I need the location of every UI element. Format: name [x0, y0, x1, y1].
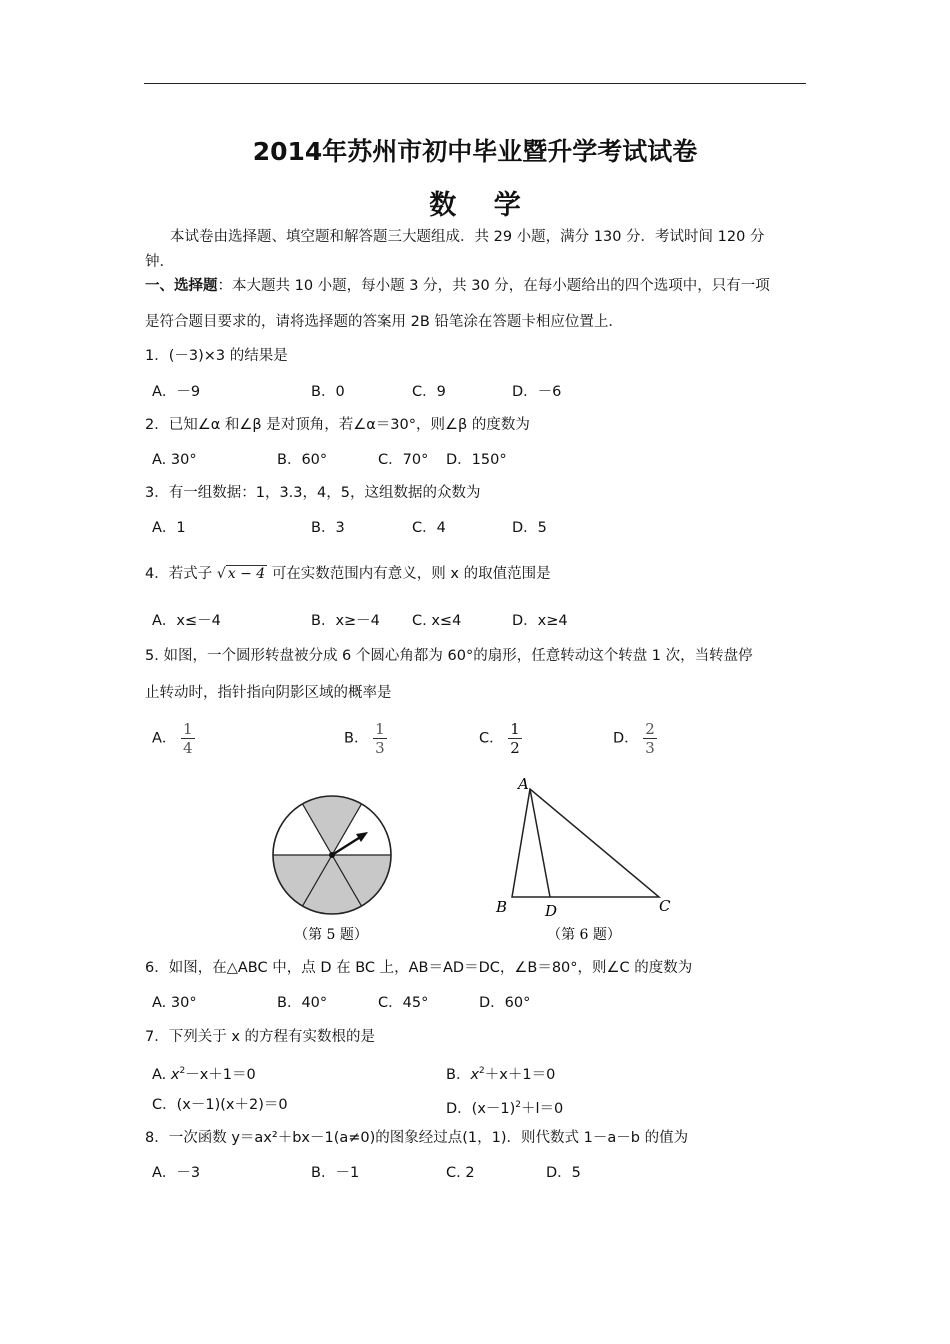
q3-option-d: D．5: [512, 520, 547, 536]
section-1-heading: 一、选择题: [145, 278, 218, 294]
triangle-abc: [512, 789, 659, 897]
label-a: A: [518, 775, 529, 793]
q3-option-a: A．1: [152, 520, 186, 536]
q7-b-exp: 2: [479, 1066, 485, 1076]
q4-option-b: B．x≥－4: [311, 613, 380, 629]
q4-option-c: C. x≤4: [412, 613, 462, 629]
label-b: B: [496, 898, 508, 916]
q5-a-denominator: 4: [183, 739, 193, 757]
q6-figure-caption: （第 6 题）: [547, 927, 621, 943]
q7-option-c: C．(x－1)(x＋2)＝0: [152, 1097, 288, 1113]
q4-sqrt-expression: √ x − 4: [216, 566, 266, 582]
q5-option-c: [479, 720, 522, 757]
section-1-line-1: [145, 276, 770, 296]
q4-stem-post: 可在实数范围内有意义，则 x 的取值范围是: [271, 566, 551, 582]
q5-option-b: [344, 720, 387, 757]
q5-option-d-label: D．: [613, 730, 639, 747]
exam-title: 2014年苏州市初中毕业暨升学考试试卷: [252, 137, 698, 166]
q8-option-c: C. 2: [446, 1165, 475, 1181]
q5-figure-caption: （第 5 题）: [294, 927, 368, 943]
intro-line-1: 本试卷由选择题、填空题和解答题三大题组成．共 29 小题，满分 130 分．考试时间 120 分: [170, 229, 765, 245]
section-1-text-1: ：本大题共 10 小题，每小题 3 分，共 30 分，在每小题给出的四个选项中，只有一项: [217, 278, 770, 294]
q2-option-d: D．150°: [446, 452, 507, 468]
exam-subject: 数 学: [429, 190, 535, 221]
q7-b-var: x: [470, 1066, 480, 1083]
segment-ad: [530, 789, 550, 897]
section-1-line-2: 是符合题目要求的，请将选择题的答案用 2B 铅笔涂在答题卡相应位置上．: [145, 314, 623, 330]
q2-option-c: C．70°: [378, 452, 429, 468]
spinner-pointer-arrowhead: [356, 832, 368, 842]
q3-stem: 3．有一组数据：1，3.3，4，5，这组数据的众数为: [145, 485, 481, 501]
q6-triangle-figure: [488, 770, 688, 950]
q2-stem: 2．已知∠α 和∠β 是对顶角，若∠α＝30°，则∠β 的度数为: [145, 417, 530, 433]
q4-option-a: A．x≤－4: [152, 613, 221, 629]
q5-a-numerator: 1: [183, 720, 193, 738]
q7-d-post: ＋l＝0: [521, 1100, 564, 1117]
q7-b-pre: B．: [446, 1066, 471, 1083]
label-d: D: [545, 902, 558, 920]
q8-stem: 8．一次函数 y＝ax²＋bx－1(a≠0)的图象经过点(1，1)．则代数式 1－a－b 的值为: [145, 1130, 689, 1146]
q5-option-c-fraction: [508, 720, 522, 757]
q6-option-d: D．60°: [479, 995, 531, 1011]
q8-option-d: D．5: [546, 1165, 581, 1181]
q1-option-b: B．0: [311, 384, 345, 400]
q5-d-numerator: 2: [645, 720, 655, 738]
intro-line-2: 钟．: [145, 254, 174, 270]
q5-option-a-label: A．: [152, 730, 177, 747]
q8-option-a: A．－3: [152, 1165, 201, 1181]
spinner-center: [329, 852, 335, 858]
q7-a-pre: A.: [152, 1066, 171, 1083]
q4-option-d: D．x≥4: [512, 613, 568, 629]
q7-option-b: [446, 1061, 555, 1085]
q4-radicand: x − 4: [227, 566, 266, 582]
q5-d-denominator: 3: [645, 739, 655, 757]
q5-b-denominator: 3: [375, 739, 385, 757]
q4-stem: [145, 564, 551, 584]
label-c: C: [659, 897, 671, 915]
q1-option-a: A．－9: [152, 384, 201, 400]
q7-b-post: ＋x＋1＝0: [484, 1066, 556, 1083]
q7-d-pre: D．(x－1): [446, 1100, 516, 1117]
q2-option-b: B．60°: [277, 452, 328, 468]
q5-b-numerator: 1: [375, 720, 385, 738]
q5-option-b-fraction: [373, 720, 387, 757]
q3-option-b: B．3: [311, 520, 345, 536]
q5-option-d-fraction: [643, 720, 657, 757]
q7-option-d: [446, 1095, 563, 1119]
q5-option-a: [152, 720, 195, 757]
q5-stem-line-2: 止转动时，指针指向阴影区域的概率是: [145, 685, 392, 701]
header-rule: [144, 83, 806, 84]
q5-stem-line-1: 5. 如图，一个圆形转盘被分成 6 个圆心角都为 60°的扇形，任意转动这个转盘 1 次，当转盘停: [145, 648, 753, 664]
q3-option-c: C．4: [412, 520, 446, 536]
q7-a-post: －x＋1＝0: [185, 1066, 256, 1083]
q6-stem: 6．如图，在△ABC 中，点 D 在 BC 上，AB＝AD＝DC，∠B＝80°，则∠C 的度数为: [145, 960, 693, 976]
q1-stem: 1．(－3)×3 的结果是: [145, 348, 288, 364]
q5-option-a-fraction: [181, 720, 195, 757]
q7-a-exp: 2: [179, 1066, 186, 1076]
q5-option-c-label: C．: [479, 730, 504, 747]
q7-option-a: [152, 1061, 256, 1085]
q4-stem-pre: 4．若式子: [145, 566, 213, 582]
spinner-shaded-sector-top: [303, 796, 362, 855]
q5-c-denominator: 2: [510, 739, 520, 757]
q7-a-var: x: [170, 1066, 180, 1083]
q2-option-a: A. 30°: [152, 452, 197, 468]
q5-option-d: [613, 720, 657, 757]
q7-stem: 7．下列关于 x 的方程有实数根的是: [145, 1029, 376, 1045]
q6-option-c: C．45°: [378, 995, 429, 1011]
q7-d-exp: 2: [515, 1100, 522, 1110]
q5-c-numerator: 1: [510, 720, 520, 738]
q8-option-b: B．－1: [311, 1165, 360, 1181]
q5-spinner-figure: [265, 785, 405, 950]
q1-option-d: D．－6: [512, 384, 562, 400]
q5-option-b-label: B．: [344, 730, 369, 747]
q6-option-b: B．40°: [277, 995, 328, 1011]
q1-option-c: C．9: [412, 384, 446, 400]
q6-option-a: A. 30°: [152, 995, 197, 1011]
